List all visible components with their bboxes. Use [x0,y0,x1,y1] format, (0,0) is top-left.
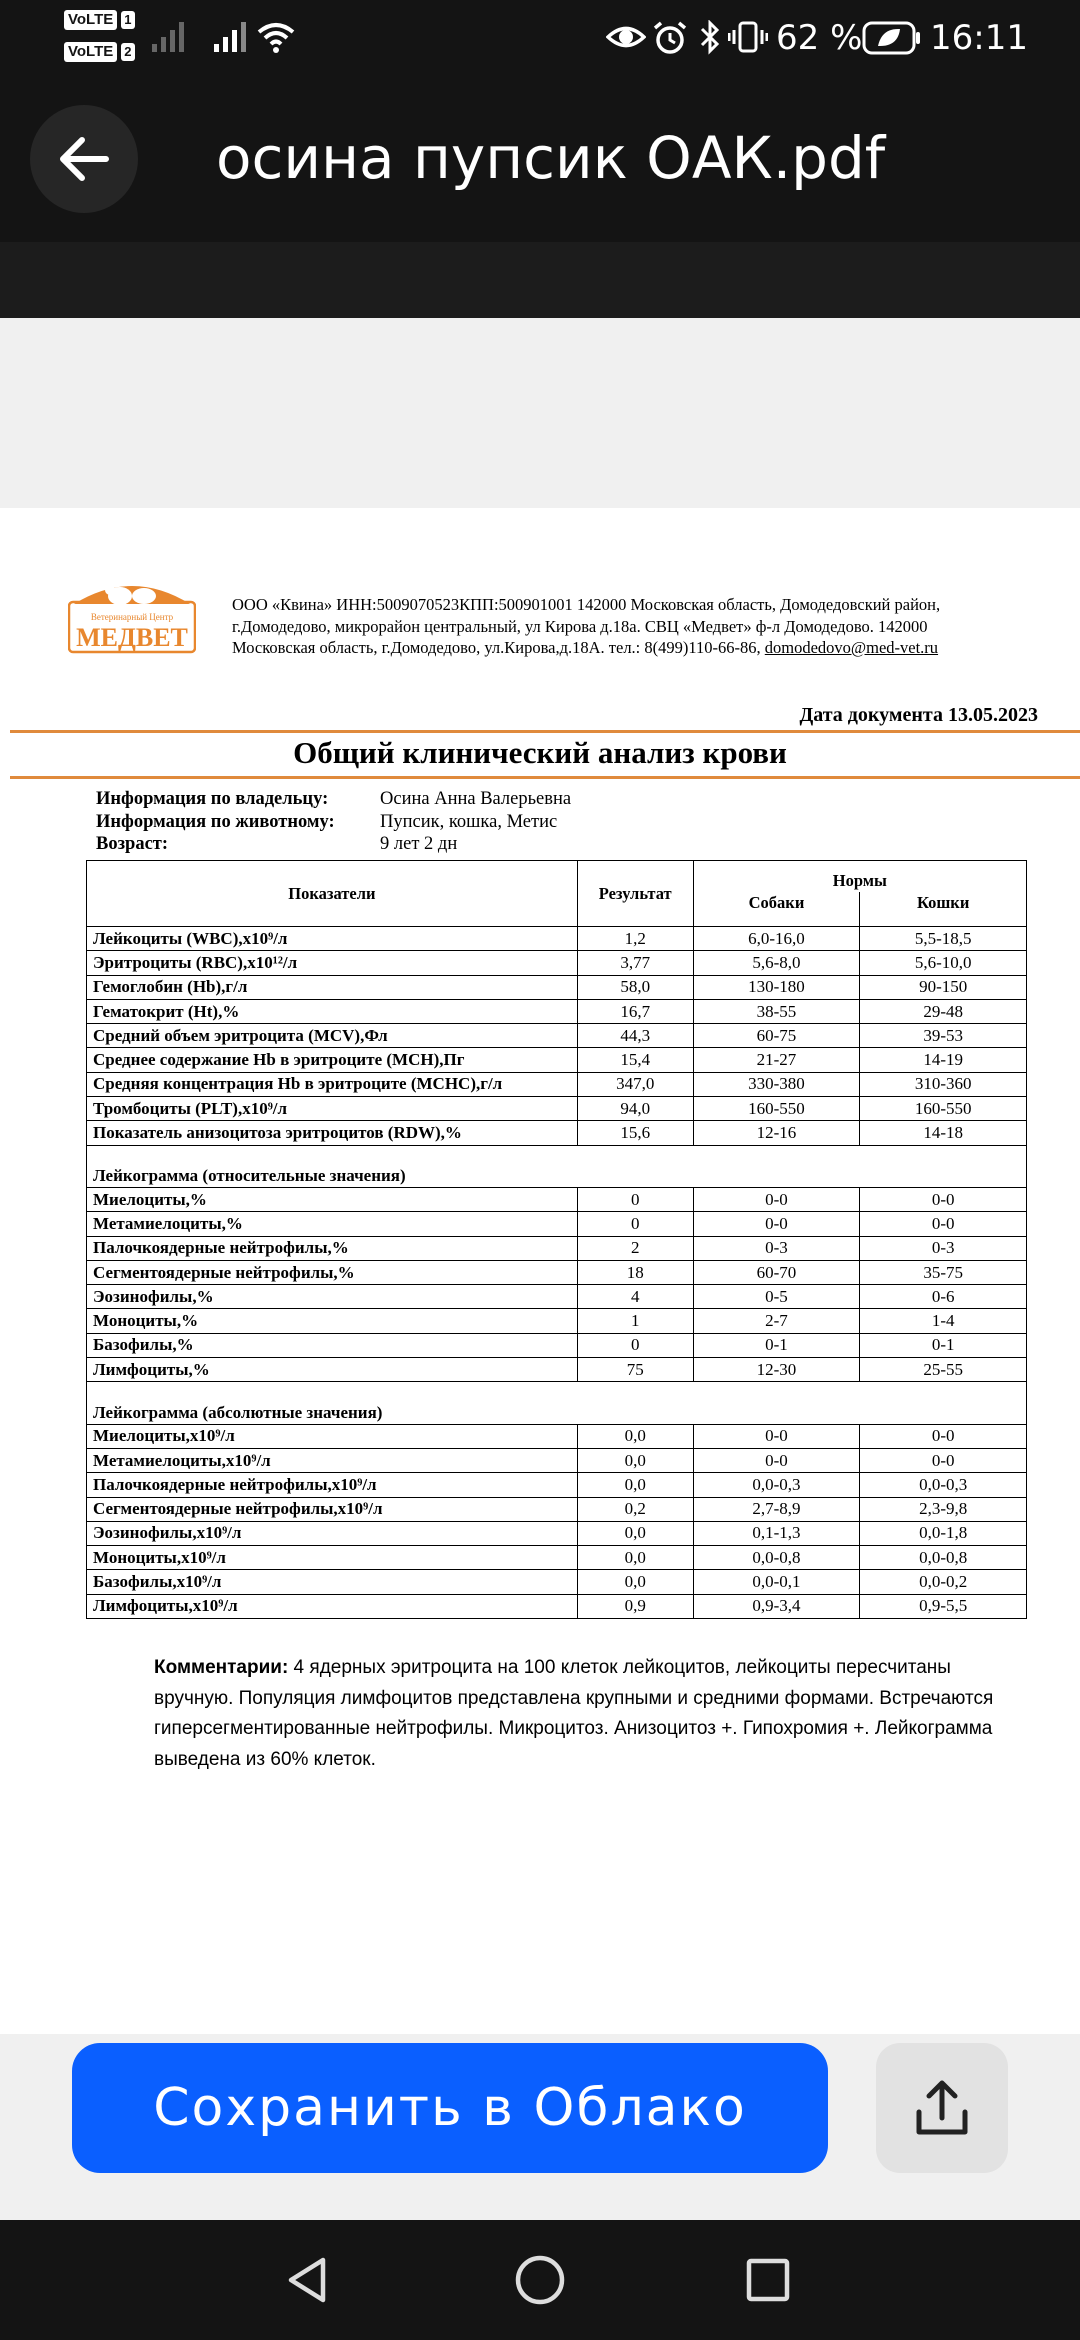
dogs-norm: 5,6-8,0 [693,951,860,975]
vibrate-icon [728,20,768,56]
header-indicators: Показатели [87,861,578,927]
dogs-norm: 6,0-16,0 [693,927,860,951]
cats-norm: 5,5-18,5 [860,927,1027,951]
table-row [87,1309,1027,1333]
table-row [87,927,1027,951]
document-heading: Общий клинический анализ крови [293,735,787,770]
results-section-absolute [87,1382,1027,1424]
nav-home-icon [513,2253,567,2307]
table-row [87,1097,1027,1121]
result-value: 0 [577,1187,693,1211]
result-value: 44,3 [577,1024,693,1048]
result-value: 3,77 [577,951,693,975]
indicator-name: Палочкоядерные нейтрофилы,х10⁹/л [87,1473,578,1497]
indicator-name: Базофилы,х10⁹/л [87,1570,578,1594]
table-row [87,951,1027,975]
sim2-indicator [64,42,135,62]
indicator-name: Тромбоциты (PLT),х10⁹/л [87,1097,578,1121]
table-row [87,1333,1027,1357]
header-norms: Нормы [693,861,1026,893]
indicator-name: Сегментоядерные нейтрофилы,% [87,1260,578,1284]
animal-label: Информация по животному: [96,811,335,832]
result-value: 15,6 [577,1121,693,1145]
result-value: 94,0 [577,1097,693,1121]
owner-label: Информация по владельцу: [96,789,329,809]
dogs-norm: 12-16 [693,1121,860,1145]
result-value: 0,0 [577,1570,693,1594]
org-line: ООО «Квина» ИНН:5009070523КПП:500901001 142000 Московская область, Домодедовский район, [232,595,941,614]
results-group-main [87,927,1027,1146]
navigation-bar [0,2220,1080,2340]
alarm-icon [652,20,688,56]
header-result: Результат [577,861,693,927]
wifi-icon [256,20,296,54]
indicator-name: Миелоциты,х10⁹/л [87,1424,578,1448]
table-row [87,1212,1027,1236]
result-value: 0,0 [577,1546,693,1570]
table-row [87,1497,1027,1521]
table-row [87,1424,1027,1448]
age-value: 9 лет 2 дн [380,834,458,854]
cats-norm: 0,0-0,8 [860,1546,1027,1570]
table-row [87,1358,1027,1382]
cats-norm: 14-19 [860,1048,1027,1072]
indicator-name: Лейкоциты (WBC),х10⁹/л [87,927,578,951]
indicator-name: Средний объем эритроцита (MCV),Фл [87,1024,578,1048]
indicator-name: Средняя концентрация Hb в эритроците (MCHC),г/л [87,1072,578,1096]
result-value: 1 [577,1309,693,1333]
cats-norm: 160-550 [860,1097,1027,1121]
table-row [87,1048,1027,1072]
dogs-norm: 0-0 [693,1212,860,1236]
cats-norm: 90-150 [860,975,1027,999]
dogs-norm: 160-550 [693,1097,860,1121]
comments-label: Комментарии: [154,1657,289,1678]
cats-norm: 39-53 [860,1024,1027,1048]
result-value: 4 [577,1285,693,1309]
dogs-norm: 0,9-3,4 [693,1594,860,1618]
logo-text: МЕДВЕТ [76,623,188,652]
dogs-norm: 0-5 [693,1285,860,1309]
result-value: 0,0 [577,1521,693,1545]
dogs-norm: 60-75 [693,1024,860,1048]
volte-badge: VoLTE [64,42,117,62]
table-row [87,1285,1027,1309]
table-row [87,1236,1027,1260]
divider [10,776,1080,779]
indicator-name: Показатель анизоцитоза эритроцитов (RDW),% [87,1121,578,1145]
org-line: Московская область, г.Домодедово, ул.Кирова,д.18А. тел.: 8(499)110-66-86, [232,638,765,657]
table-row [87,1024,1027,1048]
indicator-name: Метамиелоциты,% [87,1212,578,1236]
signal-icon [150,20,190,54]
org-email-link[interactable]: domodedovo@med-vet.ru [764,638,939,657]
result-value: 16,7 [577,999,693,1023]
dogs-norm: 0,1-1,3 [693,1521,860,1545]
cats-norm: 0-3 [860,1236,1027,1260]
result-value: 347,0 [577,1072,693,1096]
spacer [87,1382,1027,1400]
document-date: Дата документа 13.05.2023 [799,704,1038,726]
cats-norm: 0-0 [860,1187,1027,1211]
results-section-relative [87,1145,1027,1187]
result-value: 0 [577,1333,693,1357]
table-row [87,1121,1027,1145]
cats-norm: 25-55 [860,1358,1027,1382]
table-row [87,999,1027,1023]
cats-norm: 1-4 [860,1309,1027,1333]
save-to-cloud-button[interactable]: Сохранить в Облако [72,2043,828,2173]
section-title: Лейкограмма (относительные значения) [87,1163,1027,1187]
cats-norm: 35-75 [860,1260,1027,1284]
table-row [87,1448,1027,1472]
dogs-norm: 0,0-0,1 [693,1570,860,1594]
cats-norm: 0,0-0,2 [860,1570,1027,1594]
dogs-norm: 0,0-0,8 [693,1546,860,1570]
back-arrow-icon [56,135,112,183]
volte-badge: VoLTE [64,10,117,30]
results-table [86,860,1027,1619]
share-button[interactable] [876,2043,1008,2173]
dogs-norm: 0-1 [693,1333,860,1357]
table-row [87,975,1027,999]
cats-norm: 0,0-0,3 [860,1473,1027,1497]
indicator-name: Эритроциты (RBC),х10¹²/л [87,951,578,975]
table-row [87,1260,1027,1284]
sim-number: 1 [121,11,134,29]
table-row [87,1072,1027,1096]
table-row [87,1187,1027,1211]
indicator-name: Гемоглобин (Hb),г/л [87,975,578,999]
cats-norm: 0-0 [860,1424,1027,1448]
table-row [87,1546,1027,1570]
age-label: Возраст: [96,834,169,854]
indicator-name: Метамиелоциты,х10⁹/л [87,1448,578,1472]
organization-info [232,594,1012,659]
eye-icon [606,20,646,54]
status-bar [0,0,1080,80]
result-value: 2 [577,1236,693,1260]
cats-norm: 2,3-9,8 [860,1497,1027,1521]
battery-icon [862,20,922,56]
signal-icon [212,20,252,54]
table-row [87,1521,1027,1545]
dogs-norm: 2-7 [693,1309,860,1333]
cats-norm: 0-0 [860,1212,1027,1236]
dogs-norm: 330-380 [693,1072,860,1096]
cats-norm: 0-1 [860,1333,1027,1357]
spacer [87,1145,1027,1163]
indicator-name: Палочкоядерные нейтрофилы,% [87,1236,578,1260]
result-value: 0,0 [577,1448,693,1472]
toolbar-strip [0,242,1080,318]
medvet-logo [68,574,196,654]
dogs-norm: 0-0 [693,1187,860,1211]
indicator-name: Миелоциты,% [87,1187,578,1211]
indicator-name: Моноциты,х10⁹/л [87,1546,578,1570]
result-value: 0,2 [577,1497,693,1521]
dogs-norm: 60-70 [693,1260,860,1284]
nav-back-icon [283,2255,333,2305]
dogs-norm: 21-27 [693,1048,860,1072]
dogs-norm: 38-55 [693,999,860,1023]
cats-norm: 0-6 [860,1285,1027,1309]
result-value: 0,0 [577,1424,693,1448]
table-row [87,1570,1027,1594]
animal-value: Пупсик, кошка, Метис [380,811,558,832]
dogs-norm: 2,7-8,9 [693,1497,860,1521]
sim1-indicator [64,10,135,30]
back-button[interactable] [30,105,138,213]
bluetooth-icon [698,20,722,56]
cats-norm: 0-0 [860,1448,1027,1472]
sim-number: 2 [121,43,134,61]
comments-text: 4 ядерных эритроцита на 100 клеток лейкоцитов, лейкоциты пересчитаны вручную. Популяция лимфоцитов представлена крупными и средними формами. Встречаются гиперсегментированные нейтрофилы. Микроцитоз. Анизоцитоз +. Гипохромия +. Лейкограмма выведена из 60% клеток. [154,1657,994,1770]
result-value: 0,9 [577,1594,693,1618]
result-value: 75 [577,1358,693,1382]
result-value: 1,2 [577,927,693,951]
owner-value: Осина Анна Валерьевна [380,789,572,809]
action-bar [0,2034,1080,2220]
app-bar [0,80,1080,242]
battery-percent: 62 % [776,18,863,58]
section-title: Лейкограмма (абсолютные значения) [87,1400,1027,1424]
dogs-norm: 0-3 [693,1236,860,1260]
logo-subtitle: Ветеринарный Центр [90,612,174,622]
clock: 16:11 [930,18,1028,58]
indicator-name: Эозинофилы,% [87,1285,578,1309]
share-icon [914,2078,970,2138]
pdf-viewer[interactable] [0,318,1080,2034]
dogs-norm: 12-30 [693,1358,860,1382]
pdf-page [0,508,1080,2034]
org-line: г.Домодедово, микрорайон центральный, ул Кирова д.18а. СВЦ «Медвет» ф-л Домодедово. 142000 [232,616,928,636]
nav-home-button[interactable] [510,2250,570,2310]
indicator-name: Среднее содержание Hb в эритроците (MCH),Пг [87,1048,578,1072]
dogs-norm: 0-0 [693,1448,860,1472]
header-cats: Кошки [860,892,1027,926]
cats-norm: 5,6-10,0 [860,951,1027,975]
indicator-name: Сегментоядерные нейтрофилы,х10⁹/л [87,1497,578,1521]
header-dogs: Собаки [693,892,860,926]
cats-norm: 29-48 [860,999,1027,1023]
result-value: 18 [577,1260,693,1284]
nav-recents-button[interactable] [738,2250,798,2310]
cats-norm: 310-360 [860,1072,1027,1096]
indicator-name: Эозинофилы,х10⁹/л [87,1521,578,1545]
results-group-relative [87,1187,1027,1381]
cats-norm: 14-18 [860,1121,1027,1145]
indicator-name: Базофилы,% [87,1333,578,1357]
nav-back-button[interactable] [278,2250,338,2310]
indicator-name: Лимфоциты,% [87,1358,578,1382]
result-value: 15,4 [577,1048,693,1072]
indicator-name: Моноциты,% [87,1309,578,1333]
result-value: 0,0 [577,1473,693,1497]
nav-recents-icon [743,2255,793,2305]
document-title: осина пупсик ОАК.pdf [216,124,886,192]
dogs-norm: 0,0-0,3 [693,1473,860,1497]
table-row [87,1473,1027,1497]
dogs-norm: 130-180 [693,975,860,999]
results-group-absolute [87,1424,1027,1618]
cats-norm: 0,9-5,5 [860,1594,1027,1618]
patient-info [96,788,571,856]
comments [154,1653,1014,1775]
cats-norm: 0,0-1,8 [860,1521,1027,1545]
indicator-name: Гематокрит (Ht),% [87,999,578,1023]
result-value: 0 [577,1212,693,1236]
indicator-name: Лимфоциты,х10⁹/л [87,1594,578,1618]
result-value: 58,0 [577,975,693,999]
dogs-norm: 0-0 [693,1424,860,1448]
table-row [87,1594,1027,1618]
